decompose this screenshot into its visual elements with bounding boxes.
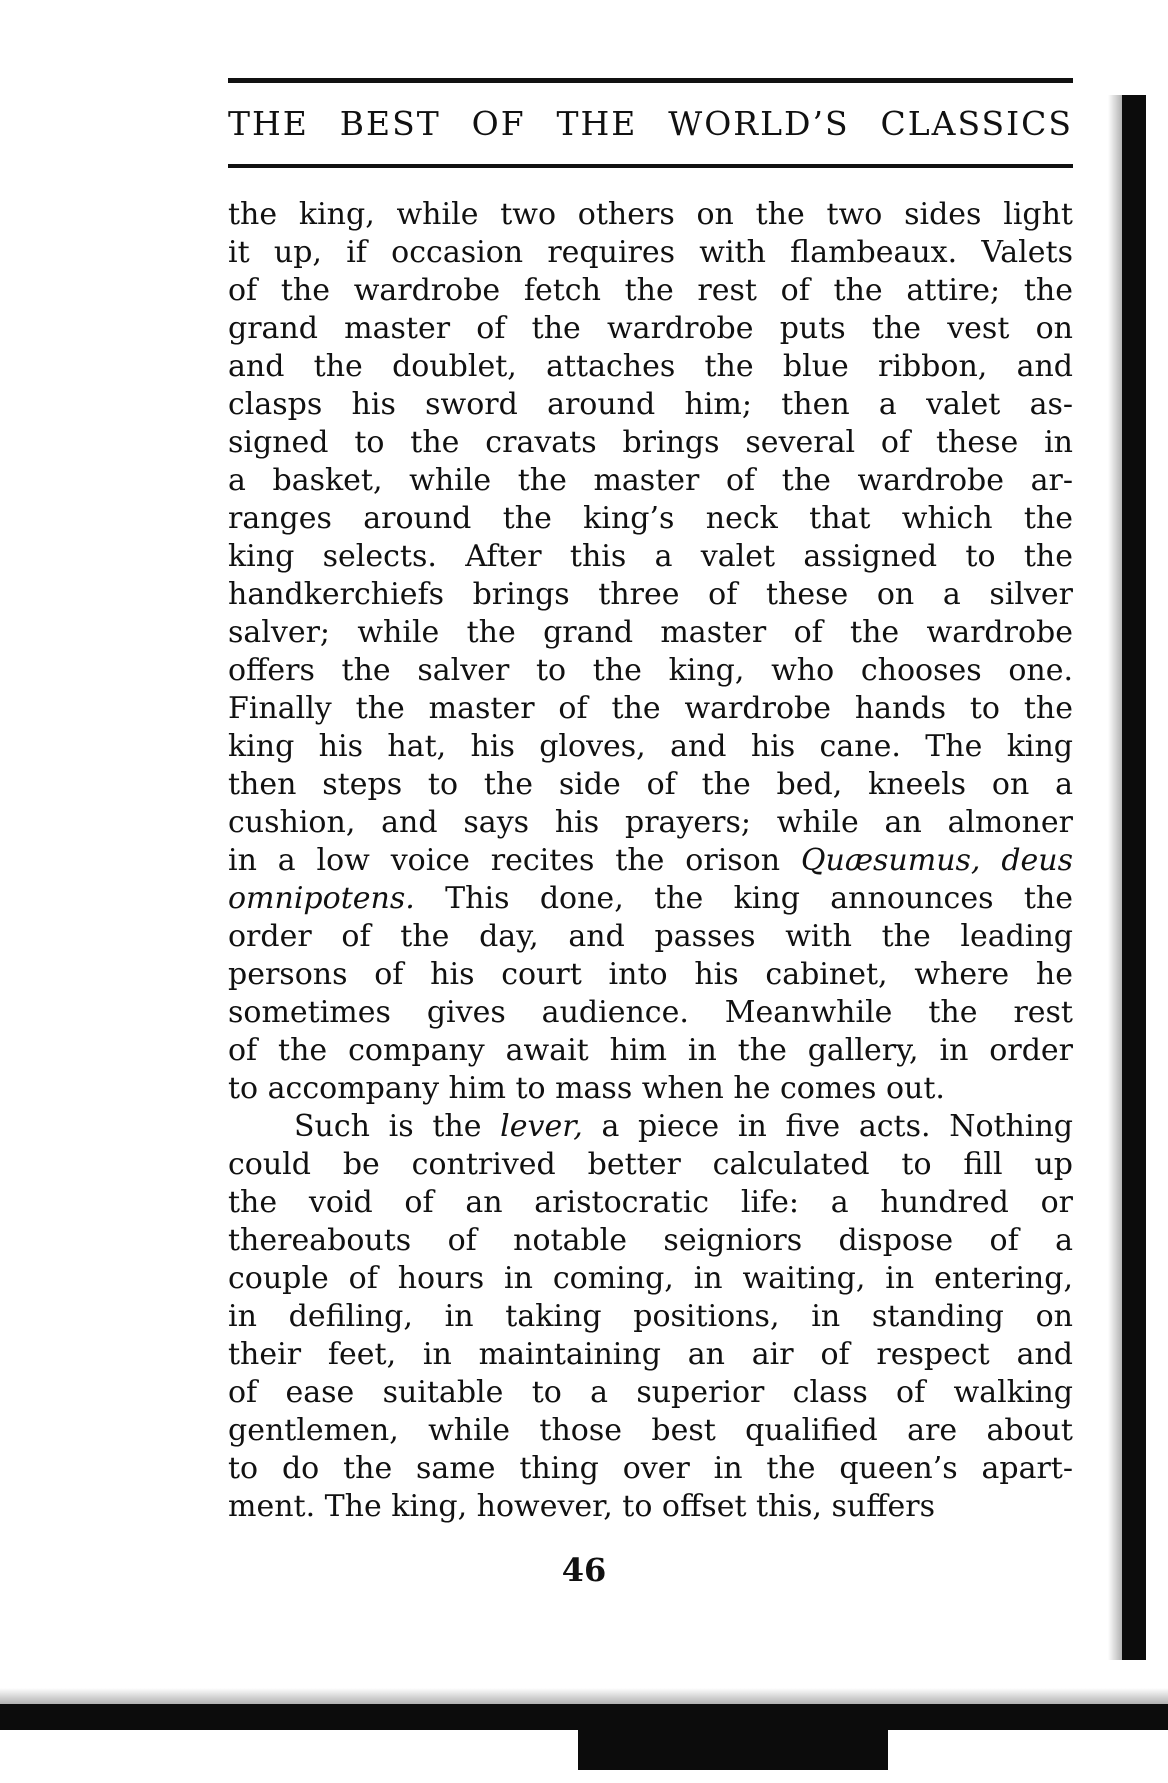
text-line xyxy=(228,956,1073,994)
text-line xyxy=(228,804,1073,842)
scan-edge-right xyxy=(1122,95,1146,1660)
text-line xyxy=(228,994,1073,1032)
text-segment: then steps to the side of the bed, kneels on a xyxy=(228,767,1073,802)
scan-edge-notch xyxy=(578,1730,888,1770)
text-line xyxy=(228,652,1073,690)
text-line xyxy=(228,1184,1073,1222)
text-segment: offers the salver to the king, who chooses one. xyxy=(228,653,1073,688)
text-segment: Finally the master of the wardrobe hands to the xyxy=(228,691,1073,726)
text-segment: king his hat, his gloves, and his cane. The king xyxy=(228,729,1073,764)
text-segment: order of the day, and passes with the leading xyxy=(228,919,1073,954)
text-segment: a basket, while the master of the wardrobe ar- xyxy=(228,463,1073,498)
text-segment: persons of his court into his cabinet, where he xyxy=(228,957,1073,992)
text-line xyxy=(228,1146,1073,1184)
page-number: 46 xyxy=(561,1551,607,1589)
text-segment: thereabouts of notable seigniors dispose of a xyxy=(228,1223,1073,1258)
text-segment: signed to the cravats brings several of these in xyxy=(228,425,1073,460)
text-segment: cushion, and says his prayers; while an almoner xyxy=(228,805,1073,840)
text-line xyxy=(228,728,1073,766)
text-segment: to do the same thing over in the queen’s apart- xyxy=(228,1451,1073,1486)
text-line xyxy=(228,424,1073,462)
text-line xyxy=(228,1336,1073,1374)
text-segment: ment. The king, however, to offset this, suffers xyxy=(228,1489,936,1524)
running-title: THE BEST OF THE WORLD’S CLASSICS xyxy=(228,104,1073,143)
text-segment: their feet, in maintaining an air of respect and xyxy=(228,1337,1073,1372)
header-rule-top xyxy=(228,78,1073,83)
text-line xyxy=(228,1070,1073,1108)
text-line xyxy=(228,1108,1073,1146)
text-line xyxy=(228,1450,1073,1488)
text-line xyxy=(228,348,1073,386)
text-segment: of the wardrobe fetch the rest of the attire; the xyxy=(228,273,1073,308)
text-segment: sometimes gives audience. Meanwhile the rest xyxy=(228,995,1073,1030)
text-line xyxy=(228,1032,1073,1070)
text-line xyxy=(228,1298,1073,1336)
text-line xyxy=(228,1374,1073,1412)
text-line xyxy=(228,196,1073,234)
italic-text: omnipotens. xyxy=(228,881,415,916)
text-segment: it up, if occasion requires with flambeaux. Valets xyxy=(228,235,1073,270)
text-line xyxy=(228,538,1073,576)
text-line xyxy=(228,690,1073,728)
text-segment: of the company await him in the gallery, in order xyxy=(228,1033,1073,1068)
text-line xyxy=(228,766,1073,804)
text-segment: ranges around the king’s neck that which the xyxy=(228,501,1073,536)
text-line xyxy=(228,576,1073,614)
text-line xyxy=(228,1260,1073,1298)
text-segment: and the doublet, attaches the blue ribbon, and xyxy=(228,349,1073,384)
text-line xyxy=(228,880,1073,918)
scan-bottom-shadow xyxy=(0,1688,1168,1704)
text-segment: couple of hours in coming, in waiting, in entering, xyxy=(228,1261,1073,1296)
text-line xyxy=(228,1488,1073,1526)
text-segment: This done, the king announces the xyxy=(414,881,1073,916)
text-segment: in defiling, in taking positions, in standing on xyxy=(228,1299,1073,1334)
italic-text: lever, xyxy=(500,1109,583,1144)
text-segment: in a low voice recites the orison xyxy=(228,843,801,878)
text-line xyxy=(228,500,1073,538)
text-segment: a piece in five acts. Nothing xyxy=(582,1109,1073,1144)
text-line xyxy=(228,310,1073,348)
text-line xyxy=(228,614,1073,652)
text-line xyxy=(228,1412,1073,1450)
text-segment: gentlemen, while those best qualified are about xyxy=(228,1413,1073,1448)
header-rule-bottom xyxy=(228,164,1073,168)
text-segment: king selects. After this a valet assigned to the xyxy=(228,539,1073,574)
text-segment: to accompany him to mass when he comes out. xyxy=(228,1071,945,1106)
text-line xyxy=(228,918,1073,956)
text-segment: the void of an aristocratic life: a hundred or xyxy=(228,1185,1073,1220)
italic-text: Quæsumus, deus xyxy=(800,843,1073,878)
text-segment: could be contrived better calculated to fill up xyxy=(228,1147,1073,1182)
text-line xyxy=(228,386,1073,424)
text-line xyxy=(228,234,1073,272)
text-segment: handkerchiefs brings three of these on a silver xyxy=(228,577,1073,612)
text-segment: the king, while two others on the two sides light xyxy=(228,197,1073,232)
text-segment: grand master of the wardrobe puts the vest on xyxy=(228,311,1073,346)
text-line xyxy=(228,842,1073,880)
text-line xyxy=(228,462,1073,500)
text-segment: Such is the xyxy=(294,1109,501,1144)
scan-edge-bottom xyxy=(0,1704,1168,1730)
text-segment: salver; while the grand master of the wardrobe xyxy=(228,615,1073,650)
text-line xyxy=(228,1222,1073,1260)
text-segment: clasps his sword around him; then a valet as- xyxy=(228,387,1073,422)
text-line xyxy=(228,272,1073,310)
body-text xyxy=(228,196,1073,1526)
text-segment: of ease suitable to a superior class of walking xyxy=(228,1375,1073,1410)
